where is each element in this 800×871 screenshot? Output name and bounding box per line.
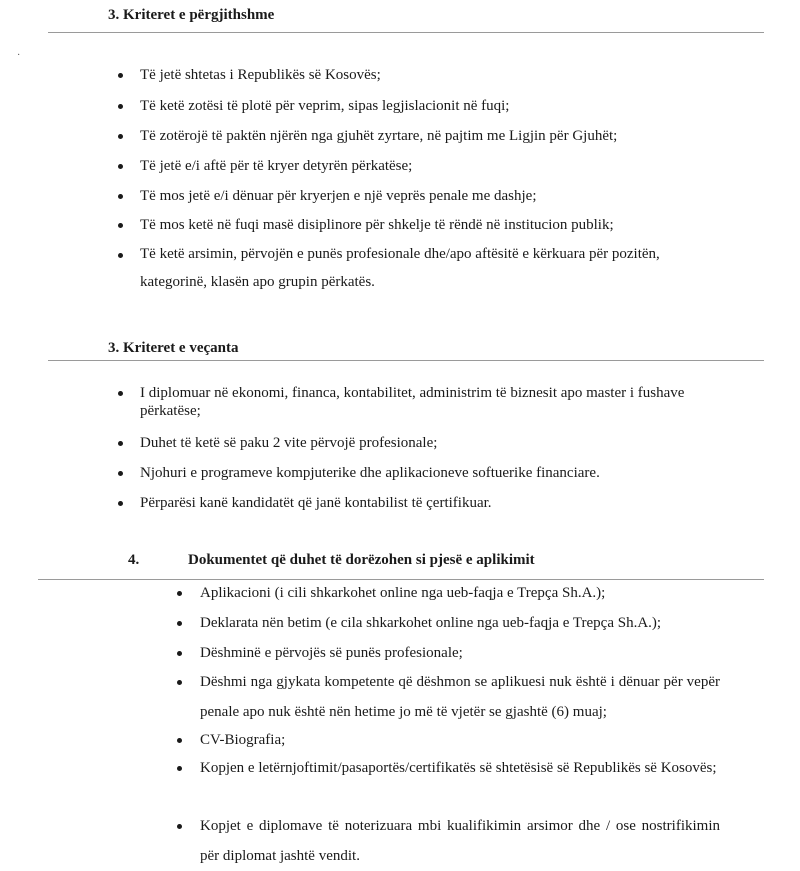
list-item: Të jetë e/i aftë për të kryer detyrën përkatëse; bbox=[140, 158, 413, 174]
list-item: I diplomuar në ekonomi, financa, kontabilitet, administrim të biznesit apo master i fushave përkatëse; bbox=[140, 385, 685, 419]
bullet-icon bbox=[177, 824, 182, 829]
bullet-icon bbox=[118, 471, 123, 476]
list-item: Deklarata nën betim (e cila shkarkohet online nga ueb-faqja e Trepça Sh.A.); bbox=[200, 615, 662, 631]
section-divider bbox=[48, 32, 764, 33]
bullet-icon bbox=[118, 391, 123, 396]
bullet-icon bbox=[118, 501, 123, 506]
list-item: Njohuri e programeve kompjuterike dhe aplikacioneve softuerike financiare. bbox=[140, 465, 600, 481]
stray-mark: · bbox=[17, 50, 21, 61]
list-item: Të zotërojë të paktën njërën nga gjuhët zyrtare, në pajtim me Ligjin për Gjuhët; bbox=[140, 128, 618, 144]
list-item: Dëshminë e përvojës së punës profesionale; bbox=[200, 645, 463, 661]
bullet-icon bbox=[118, 164, 123, 169]
bullet-icon bbox=[118, 134, 123, 139]
bullet-icon bbox=[177, 591, 182, 596]
list-item: Kopjen e letërnjoftimit/pasaportës/certifikatës së shtetësisë së Republikës së Kosovës; bbox=[200, 760, 717, 776]
list-item: Të ketë zotësi të plotë për veprim, sipas legjislacionit në fuqi; bbox=[140, 98, 510, 114]
bullet-icon bbox=[118, 104, 123, 109]
bullet-icon bbox=[177, 738, 182, 743]
section-divider bbox=[38, 579, 764, 580]
list-item: Të ketë arsimin, përvojën e punës profesionale dhe/apo aftësitë e kërkuara për pozitën, kategorinë, klasën apo grupin përkatës. bbox=[140, 246, 660, 290]
list-item: Dëshmi nga gjykata kompetente që dëshmon se aplikuesi nuk është i dënuar për vepër penale apo nuk është nën hetime jo më të vjetër se gjashtë (6) muaj; bbox=[200, 674, 720, 720]
bullet-icon bbox=[118, 223, 123, 228]
list-item: Duhet të ketë së paku 2 vite përvojë profesionale; bbox=[140, 435, 438, 451]
list-item: Aplikacioni (i cili shkarkohet online nga ueb-faqja e Trepça Sh.A.); bbox=[200, 585, 606, 601]
list-item: Të mos jetë e/i dënuar për kryerjen e një veprës penale me dashje; bbox=[140, 188, 537, 204]
section-number: 4. bbox=[128, 552, 140, 568]
list-item: CV-Biografia; bbox=[200, 732, 286, 748]
bullet-icon bbox=[118, 253, 123, 258]
section-heading-general-criteria: 3. Kriteret e përgjithshme bbox=[108, 7, 275, 23]
list-item: Të jetë shtetas i Republikës së Kosovës; bbox=[140, 67, 381, 83]
bullet-icon bbox=[177, 621, 182, 626]
bullet-icon bbox=[177, 766, 182, 771]
section-heading-documents: Dokumentet që duhet të dorëzohen si pjesë e aplikimit bbox=[188, 552, 535, 568]
list-item: Përparësi kanë kandidatët që janë kontabilist të çertifikuar. bbox=[140, 495, 492, 511]
bullet-icon bbox=[177, 680, 182, 685]
section-heading-special-criteria: 3. Kriteret e veçanta bbox=[108, 340, 239, 356]
list-item: Kopjet e diplomave të noterizuara mbi kualifikimin arsimor dhe / ose nostrifikimin për diplomat jashtë vendit. bbox=[200, 818, 720, 864]
bullet-icon bbox=[118, 441, 123, 446]
bullet-icon bbox=[118, 73, 123, 78]
section-divider bbox=[48, 360, 764, 361]
list-item: Të mos ketë në fuqi masë disiplinore për shkelje të rëndë në institucion publik; bbox=[140, 217, 614, 233]
bullet-icon bbox=[177, 651, 182, 656]
bullet-icon bbox=[118, 194, 123, 199]
